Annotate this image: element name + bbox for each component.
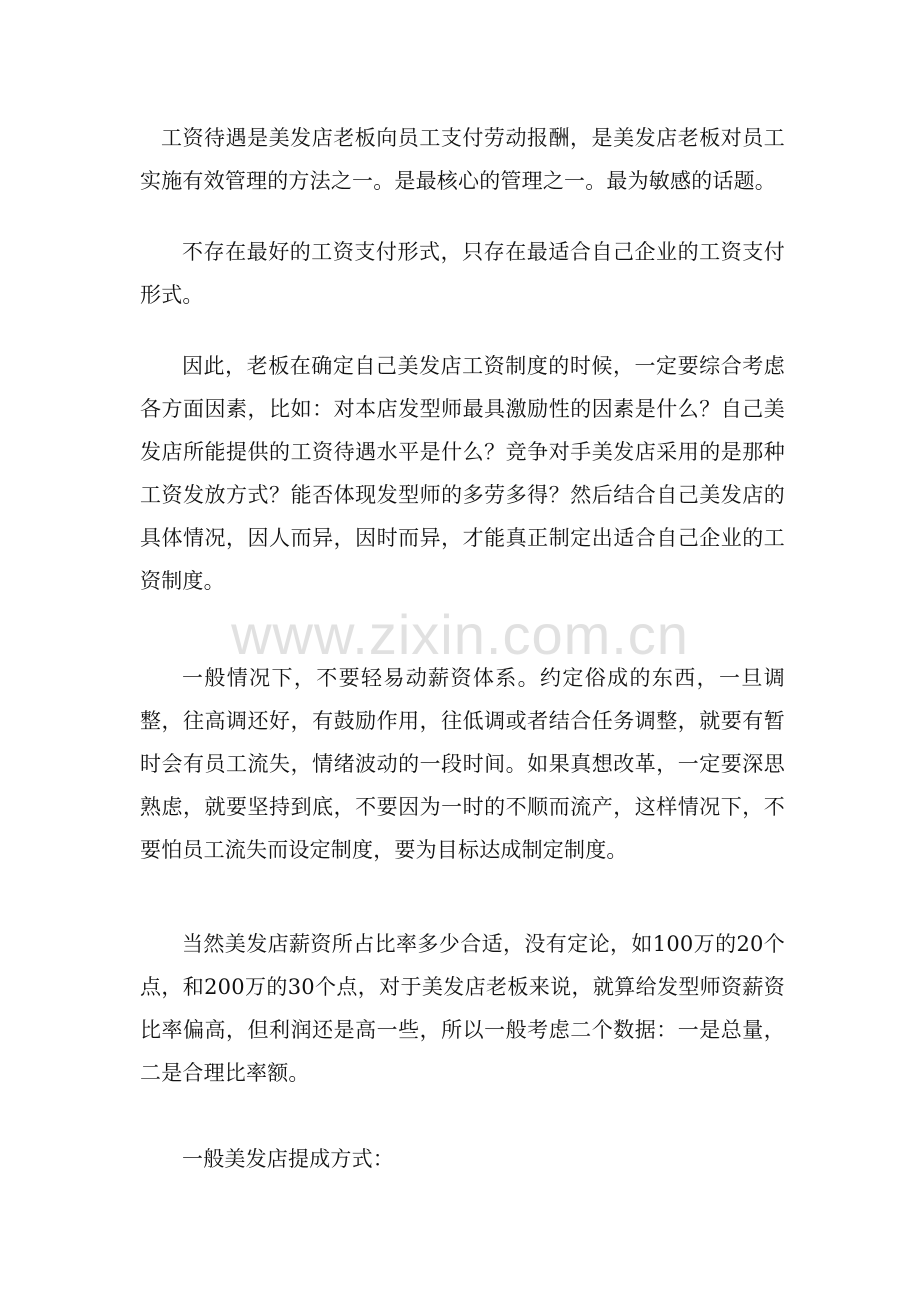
paragraph-1: 工资待遇是美发店老板向员工支付劳动报酬，是美发店老板对员工实施有效管理的方法之一。是最核心的管理之一。最为敏感的话题。 [140, 126, 785, 193]
paragraph-3: 因此，老板在确定自己美发店工资制度的时候，一定要综合考虑各方面因素，比如：对本店发型师最具激励性的因素是什么？自己美发店所能提供的工资待遇水平是什么？竞争对手美发店采用的是那种工资发放方式？能否体现发型师的多劳多得？然后结合自己美发店的具体情况，因人而异，因时而异，才能真正制定出适合自己企业的工资制度。 [140, 354, 785, 593]
paragraph-2: 不存在最好的工资支付形式，只存在最适合自己企业的工资支付形式。 [140, 240, 785, 307]
paragraph-5: 当然美发店薪资所占比率多少合适，没有定论，如100万的20个点，和200万的30个点，对于美发店老板来说，就算给发型师资薪资比率偏高，但利润还是高一些，所以一般考虑二个数据：一是总量，二是合理比率额。 [140, 932, 785, 1085]
paragraph-6: 一般美发店提成方式： [182, 1147, 394, 1171]
watermark: www.zixin.com.cn [231, 603, 689, 666]
paragraph-4: 一般情况下，不要轻易动薪资体系。约定俗成的东西，一旦调整，往高调还好，有鼓励作用，往低调或者结合任务调整，就要有暂时会有员工流失，情绪波动的一段时间。如果真想改革，一定要深思熟虑，就要坚持到底，不要因为一时的不顺而流产，这样情况下，不要怕员工流失而设定制度，要为目标达成制定制度。 [140, 666, 785, 862]
